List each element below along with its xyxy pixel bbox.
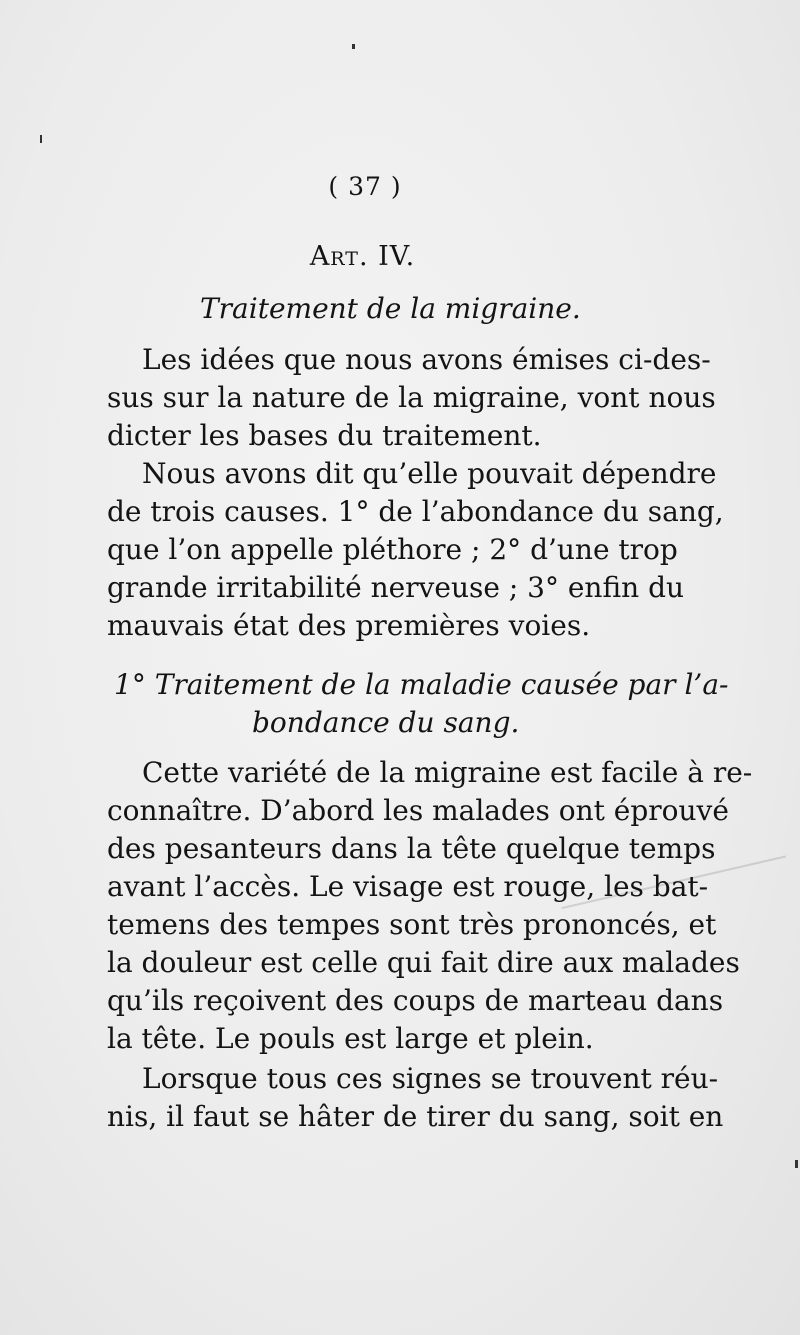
paragraph-2-line: mauvais état des premières voies. [107,609,591,642]
paragraph-2-line: grande irritabilité nerveuse ; 3° enfin du [107,571,685,604]
subheading-line: 1° Traitement de la maladie causée par l’a- [114,668,729,701]
paper-speck [795,1160,798,1168]
section-title: Traitement de la migraine. [200,292,581,325]
paragraph-1-line: dicter les bases du traitement. [107,419,542,452]
paragraph-3-line: des pesanteurs dans la tête quelque temps [107,832,716,865]
page-number: ( 37 ) [328,172,402,201]
paragraph-2-line: que l’on appelle pléthore ; 2° d’une trop [107,533,678,566]
paragraph-3-line: avant l’accès. Le visage est rouge, les bat- [107,870,709,903]
paper-speck [352,44,355,49]
paragraph-2-line: Nous avons dit qu’elle pouvait dépendre [142,457,717,490]
article-heading-number: IV. [378,241,416,272]
paragraph-4-line: nis, il faut se hâter de tirer du sang, soit en [107,1100,724,1133]
paragraph-3-line: Cette variété de la migraine est facile à re- [142,756,753,789]
article-heading-prefix: Art. [309,241,369,272]
paragraph-3-line: la tête. Le pouls est large et plein. [107,1022,594,1055]
paragraph-4-line: Lorsque tous ces signes se trouvent réu- [142,1062,719,1095]
paragraph-1-line: Les idées que nous avons émises ci-des- [142,343,711,376]
paragraph-3-line: temens des tempes sont très prononcés, et [107,908,717,941]
paragraph-3-line: connaître. D’abord les malades ont éprouvé [107,794,729,827]
paragraph-2-line: de trois causes. 1° de l’abondance du sang, [107,495,724,528]
subheading-line: bondance du sang. [252,706,520,739]
article-heading [250,240,475,274]
paper-speck [40,135,42,143]
paragraph-3-line: qu’ils reçoivent des coups de marteau dans [107,984,724,1017]
paragraph-3-line: la douleur est celle qui fait dire aux malades [107,946,740,979]
paragraph-1-line: sus sur la nature de la migraine, vont nous [107,381,716,414]
